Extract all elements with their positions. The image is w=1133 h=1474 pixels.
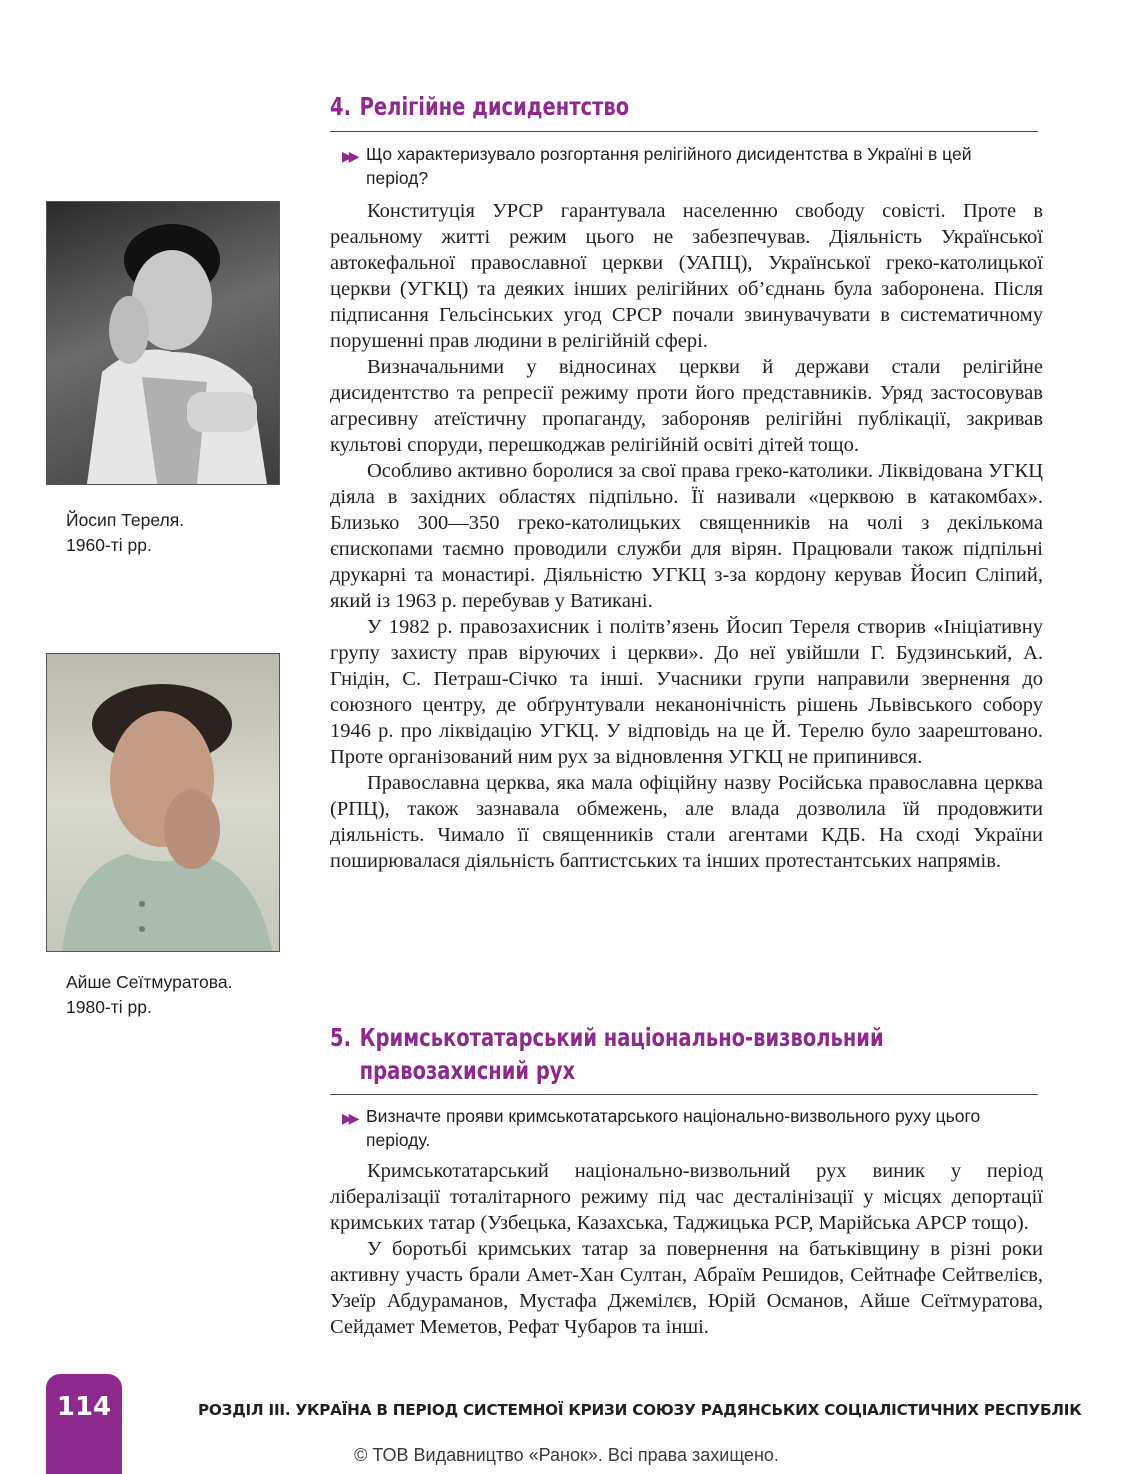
paragraph: Визначальними у відносинах церкви й держави стали релігійне дисидентство та репресії режиму проти його представників. Уряд застосовував агресивну атеїстичну пропаганду, забороняв релігійні публікації, закривав культові споруди, перешкоджав релігійній освіті дітей тощо.	[330, 356, 1043, 456]
section-5-heading	[330, 1021, 884, 1087]
copyright-notice: © ТОВ Видавництво «Ранок». Всі права захищено.	[354, 1445, 779, 1465]
paragraph: У боротьбі кримських татар за повернення на батьківщину в різні роки активну участь брали Амет-Хан Султан, Абраїм Решидов, Сейтнафе Сейтвелієв, Узеїр Абдураманов, Мустафа Джемілєв, Юрій Османов, Айше Сеїтмуратова, Сейдамет Меметов, Рефат Чубаров та інші.	[330, 1238, 1043, 1338]
double-arrow-icon: ▶▶	[342, 1110, 356, 1126]
section-4-question-text: Що характеризувало розгортання релігійного дисидентства в Україні в цей період?	[366, 144, 972, 188]
portrait-photo-seitmuratova	[46, 653, 280, 952]
section-4-question	[342, 142, 1002, 190]
section-5-title-line-1: Кримськотатарський національно-визвольний	[359, 1023, 884, 1052]
double-arrow-icon: ▶▶	[342, 148, 356, 164]
page-number: 114	[56, 1392, 112, 1422]
caption-line: 1960-ті рр.	[66, 535, 152, 555]
section-4-heading	[330, 90, 629, 123]
section-5-number: 5.	[330, 1023, 351, 1052]
section-5-body	[330, 1158, 1043, 1340]
section-4-title: Релігійне дисидентство	[359, 92, 630, 121]
portrait-silhouette-icon	[47, 654, 279, 951]
running-head: РОЗДІЛ ІІІ. УКРАЇНА В ПЕРІОД СИСТЕМНОЇ КРИЗИ СОЮЗУ РАДЯНСЬКИХ СОЦІАЛІСТИЧНИХ РЕСПУБЛІК	[198, 1401, 1082, 1419]
section-4-rule	[330, 131, 1038, 132]
caption-line: Айше Сеїтмуратова.	[66, 972, 233, 992]
caption-terelya	[66, 508, 184, 558]
paragraph: У 1982 р. правозахисник і політв’язень Йосип Тереля створив «Ініціативну групу захисту прав віруючих і церкви». До неї увійшли Г. Будзинський, А. Гнідін, С. Петраш-Січко та інші. Учасники групи направили звернення до союзного центру, де обґрунтували неканонічність рішень Львівського собору 1946 р. про ліквідацію УГКЦ. У відповідь на це Й. Терелю було заарештовано. Проте організований ним рух за відновлення УГКЦ не припинився.	[330, 616, 1043, 768]
paragraph: Конституція УРСР гарантувала населенню свободу совісті. Проте в реальному житті режим цього не забезпечував. Діяльність Української автокефальної православної церкви (УАПЦ), Української греко-католицької церкви (УГКЦ) та деяких інших релігійних об’єднань була заборонена. Після підписання Гельсінських угод СРСР почали звинувачувати в систематичному порушенні прав людини в релігійній сфері.	[330, 200, 1043, 352]
paragraph: Православна церква, яка мала офіційну назву Російська православна церква (РПЦ), також зазнавала обмежень, але влада дозволила їй продовжити діяльність. Чимало її священників стали агентами КДБ. На сході України поширювалася діяльність баптистських та інших протестантських напрямів.	[330, 772, 1043, 872]
portrait-silhouette-icon	[47, 202, 279, 484]
caption-line: 1980-ті рр.	[66, 997, 152, 1017]
paragraph: Кримськотатарський національно-визвольний рух виник у період лібералізації тоталітарного режиму під час десталінізації у місцях депортації кримських татар (Узбецька, Казахська, Таджицька РСР, Марійська АРСР тощо).	[330, 1160, 1043, 1234]
section-5-question-text: Визначте прояви кримськотатарського національно-визвольного руху цього періоду.	[366, 1106, 981, 1150]
section-4-number: 4.	[330, 92, 351, 121]
portrait-photo-terelya	[46, 201, 280, 485]
section-4-body	[330, 198, 1043, 874]
section-5-question	[342, 1104, 1002, 1152]
paragraph: Особливо активно боролися за свої права греко-католики. Ліквідована УГКЦ діяла в західних областях підпільно. Її називали «церквою в катакомбах». Близько 300—350 греко-католицьких священників на чолі з декількома єпископами таємно проводили служби для вірян. Працювали також підпільні друкарні та монастирі. Діяльністю УГКЦ з-за кордону керував Йосип Сліпий, який із 1963 р. перебував у Ватикані.	[330, 460, 1043, 612]
caption-seitmuratova	[66, 970, 232, 1020]
section-5-rule	[330, 1094, 1038, 1095]
section-5-title-line-2: правозахисний рух	[359, 1056, 576, 1085]
caption-line: Йосип Тереля.	[66, 510, 185, 530]
